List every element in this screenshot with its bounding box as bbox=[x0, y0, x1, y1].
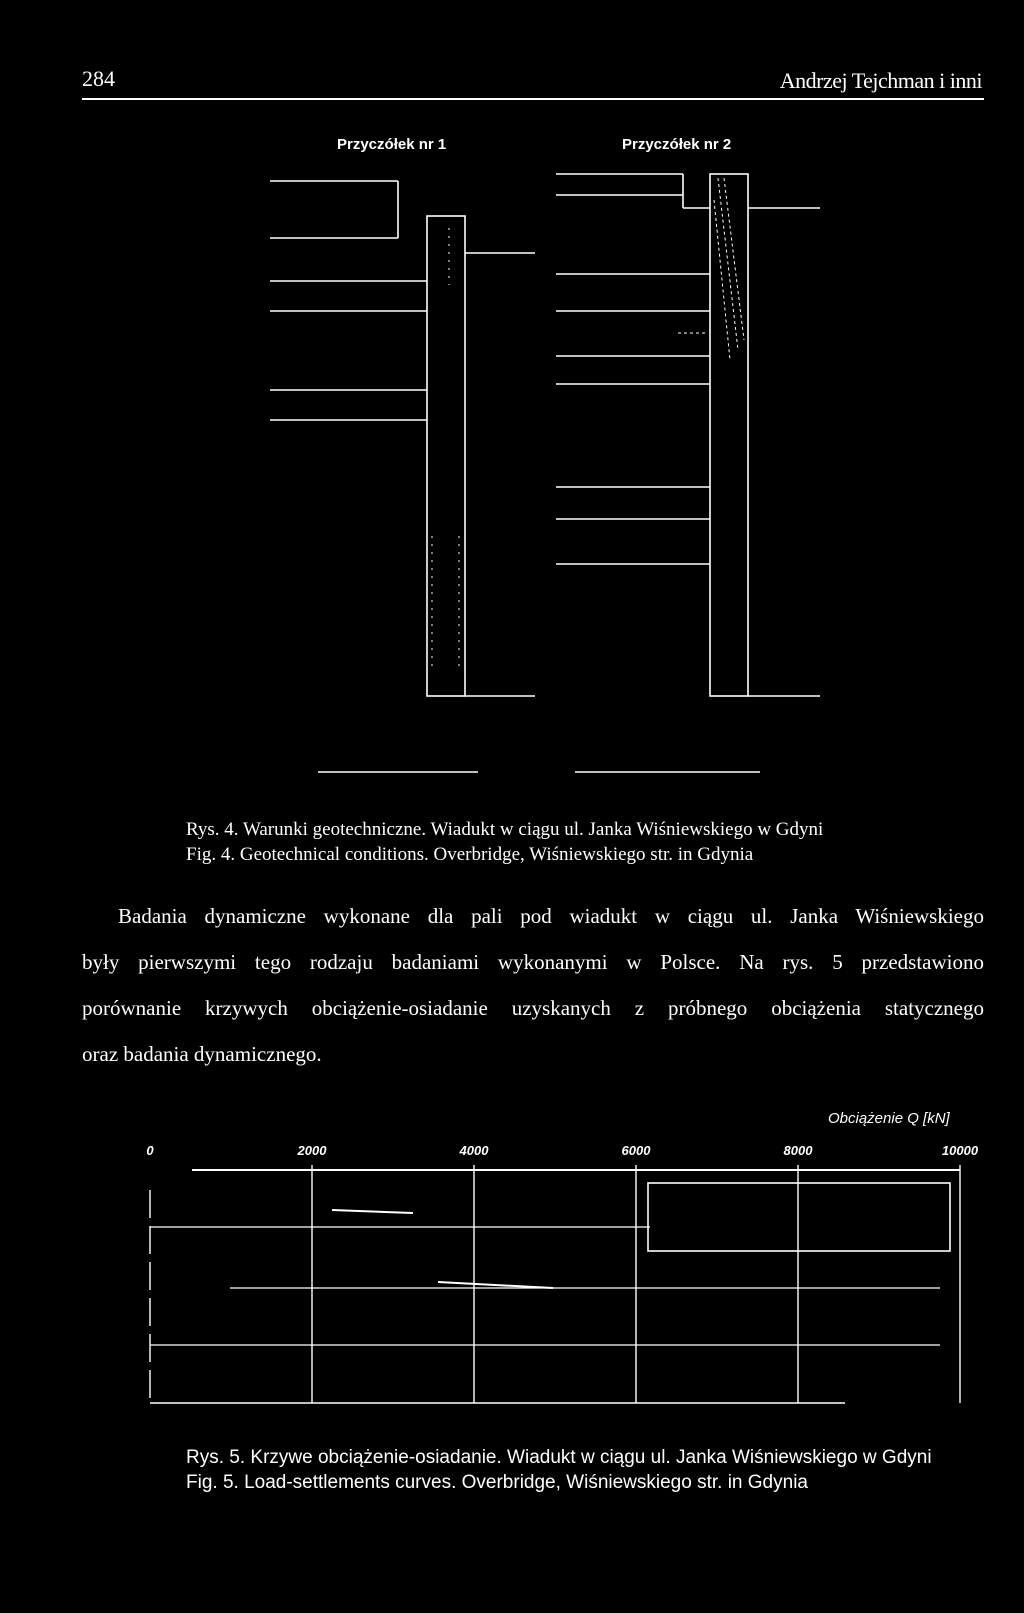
body-text-line: porównanie krzywych obciążenie-osiadanie uzyskanych z próbnego obciążenia statycznego bbox=[82, 996, 984, 1020]
x-tick-label: 4000 bbox=[459, 1143, 489, 1158]
page-number: 284 bbox=[82, 66, 115, 91]
figure-5-caption-en: Fig. 5. Load-settlements curves. Overbridge, Wiśniewskiego str. in Gdynia bbox=[186, 1472, 808, 1493]
body-text-line: oraz badania dynamicznego. bbox=[82, 1042, 322, 1066]
figure-5-caption-pl: Rys. 5. Krzywe obciążenie-osiadanie. Wiadukt w ciągu ul. Janka Wiśniewskiego w Gdyni bbox=[186, 1447, 932, 1468]
x-tick-label: 8000 bbox=[783, 1143, 813, 1158]
body-text-line: były pierwszymi tego rodzaju badaniami wykonanymi w Polsce. Na rys. 5 przedstawiono bbox=[82, 950, 984, 974]
abutment-1-label: Przyczółek nr 1 bbox=[337, 136, 447, 153]
x-tick-label: 6000 bbox=[621, 1143, 651, 1158]
abutment-2-label: Przyczółek nr 2 bbox=[622, 136, 732, 153]
geotechnical-diagram bbox=[0, 0, 1024, 800]
x-tick-label: 10000 bbox=[941, 1143, 979, 1158]
curve-fragment bbox=[438, 1282, 553, 1288]
x-tick-label: 0 bbox=[146, 1143, 154, 1158]
x-tick-label: 2000 bbox=[297, 1143, 327, 1158]
figure-4-caption-en: Fig. 4. Geotechnical conditions. Overbridge, Wiśniewskiego str. in Gdynia bbox=[186, 844, 754, 865]
running-head: Andrzej Tejchman i inni bbox=[779, 68, 982, 93]
chart-axis-title: Obciążenie Q [kN] bbox=[828, 1110, 950, 1127]
body-text-line: Badania dynamiczne wykonane dla pali pod wiadukt w ciągu ul. Janka Wiśniewskiego bbox=[118, 904, 984, 928]
figure-4-caption-pl: Rys. 4. Warunki geotechniczne. Wiadukt w ciągu ul. Janka Wiśniewskiego w Gdyni bbox=[186, 819, 824, 840]
curve-fragment bbox=[332, 1210, 413, 1213]
legend-box bbox=[648, 1183, 950, 1251]
